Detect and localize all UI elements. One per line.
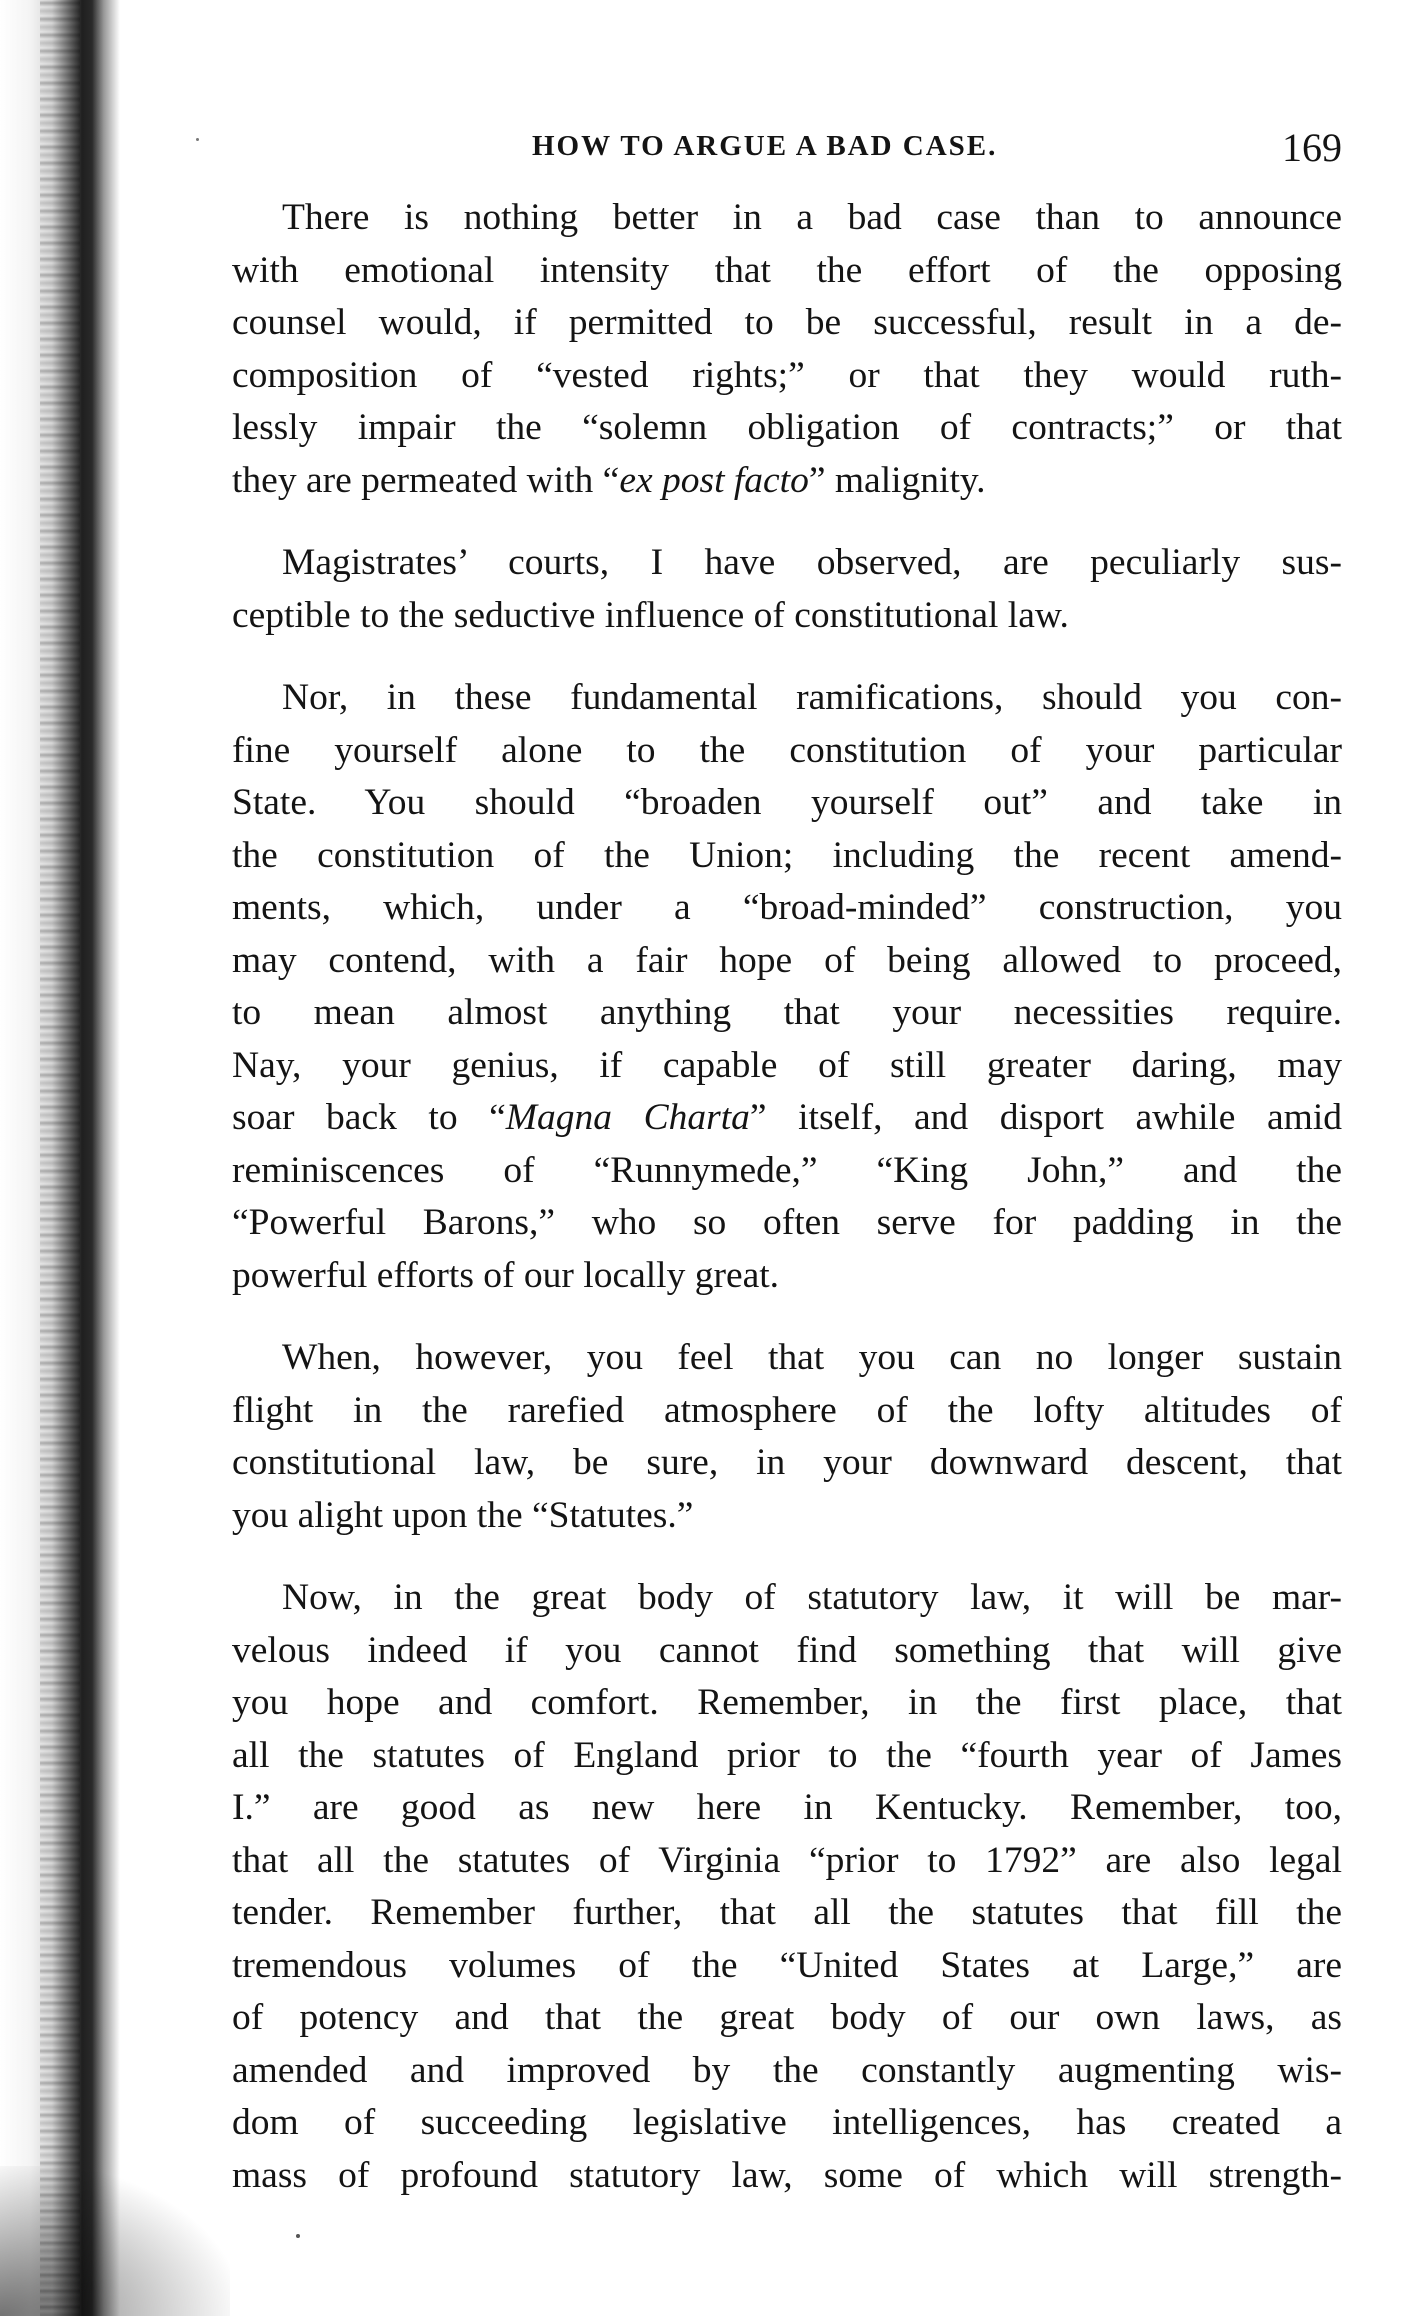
text-line: reminiscences of “Runnymede,” “King John,” and the bbox=[232, 1149, 1342, 1191]
binding-corner-shadow bbox=[0, 2166, 230, 2316]
text-line: they are permeated with “ex post facto” malignity. bbox=[232, 459, 986, 501]
text-line: composition of “vested rights;” or that they would ruth- bbox=[232, 354, 1342, 396]
text-line: Now, in the great body of statutory law, it will be mar- bbox=[282, 1577, 1342, 1618]
text-line: “Powerful Barons,” who so often serve for padding in the bbox=[232, 1202, 1342, 1243]
text-line: amended and improved by the constantly augmenting wis- bbox=[232, 2049, 1342, 2091]
text-line: ceptible to the seductive influence of constitutional law. bbox=[232, 594, 1069, 636]
text-line: all the statutes of England prior to the “fourth year of James bbox=[232, 1734, 1342, 1776]
text-line: the constitution of the Union; including the recent amend- bbox=[232, 834, 1342, 876]
paragraph bbox=[232, 1572, 1342, 2202]
binding-texture bbox=[40, 0, 80, 2316]
text-line: velous indeed if you cannot find something that will give bbox=[232, 1629, 1342, 1671]
page-number: 169 bbox=[1282, 125, 1342, 170]
text-line: you alight upon the “Statutes.” bbox=[232, 1494, 694, 1536]
text-line: When, however, you feel that you can no longer sustain bbox=[282, 1337, 1342, 1378]
text-line: ments, which, under a “broad-minded” construction, you bbox=[232, 887, 1342, 928]
text-line: constitutional law, be sure, in your downward descent, that bbox=[232, 1442, 1342, 1483]
text-line: dom of succeeding legislative intelligences, has created a bbox=[232, 2102, 1342, 2143]
text-line: State. You should “broaden yourself out” and take in bbox=[232, 782, 1342, 823]
running-head: HOW TO ARGUE A BAD CASE. bbox=[532, 130, 998, 162]
text-line: tender. Remember further, that all the statutes that fill the bbox=[232, 1892, 1342, 1933]
text-line: you hope and comfort. Remember, in the first place, that bbox=[232, 1682, 1342, 1723]
stray-mark-top bbox=[196, 138, 199, 141]
paragraph bbox=[232, 1332, 1342, 1542]
text-line: soar back to “Magna Charta” itself, and disport awhile amid bbox=[232, 1097, 1342, 1138]
text-line: Nor, in these fundamental ramifications, should you con- bbox=[282, 677, 1342, 718]
text-line: counsel would, if permitted to be successful, result in a de- bbox=[232, 302, 1342, 343]
text-line: flight in the rarefied atmosphere of the lofty altitudes of bbox=[232, 1389, 1342, 1431]
text-line: may contend, with a fair hope of being allowed to proceed, bbox=[232, 939, 1342, 981]
text-line: Nay, your genius, if capable of still greater daring, may bbox=[232, 1044, 1342, 1086]
text-line: There is nothing better in a bad case than to announce bbox=[282, 197, 1342, 238]
text-line: Magistrates’ courts, I have observed, are peculiarly sus- bbox=[282, 542, 1342, 583]
paragraph bbox=[232, 537, 1342, 642]
stray-mark-bottom bbox=[296, 2234, 300, 2238]
body-text bbox=[232, 192, 1342, 2232]
paragraph bbox=[232, 192, 1342, 507]
text-line: lessly impair the “solemn obligation of contracts;” or that bbox=[232, 407, 1342, 448]
text-line: of potency and that the great body of our own laws, as bbox=[232, 1997, 1342, 2038]
paragraph bbox=[232, 672, 1342, 1302]
page-header bbox=[232, 124, 1342, 184]
text-line: to mean almost anything that your necessities require. bbox=[232, 992, 1342, 1033]
text-line: fine yourself alone to the constitution of your particular bbox=[232, 729, 1342, 771]
text-line: tremendous volumes of the “United States at Large,” are bbox=[232, 1944, 1342, 1986]
text-line: with emotional intensity that the effort of the opposing bbox=[232, 249, 1342, 291]
text-line: mass of profound statutory law, some of which will strength- bbox=[232, 2154, 1342, 2196]
text-line: that all the statutes of Virginia “prior to 1792” are also legal bbox=[232, 1839, 1342, 1881]
text-line: powerful efforts of our locally great. bbox=[232, 1254, 780, 1296]
text-line: I.” are good as new here in Kentucky. Remember, too, bbox=[232, 1787, 1342, 1828]
